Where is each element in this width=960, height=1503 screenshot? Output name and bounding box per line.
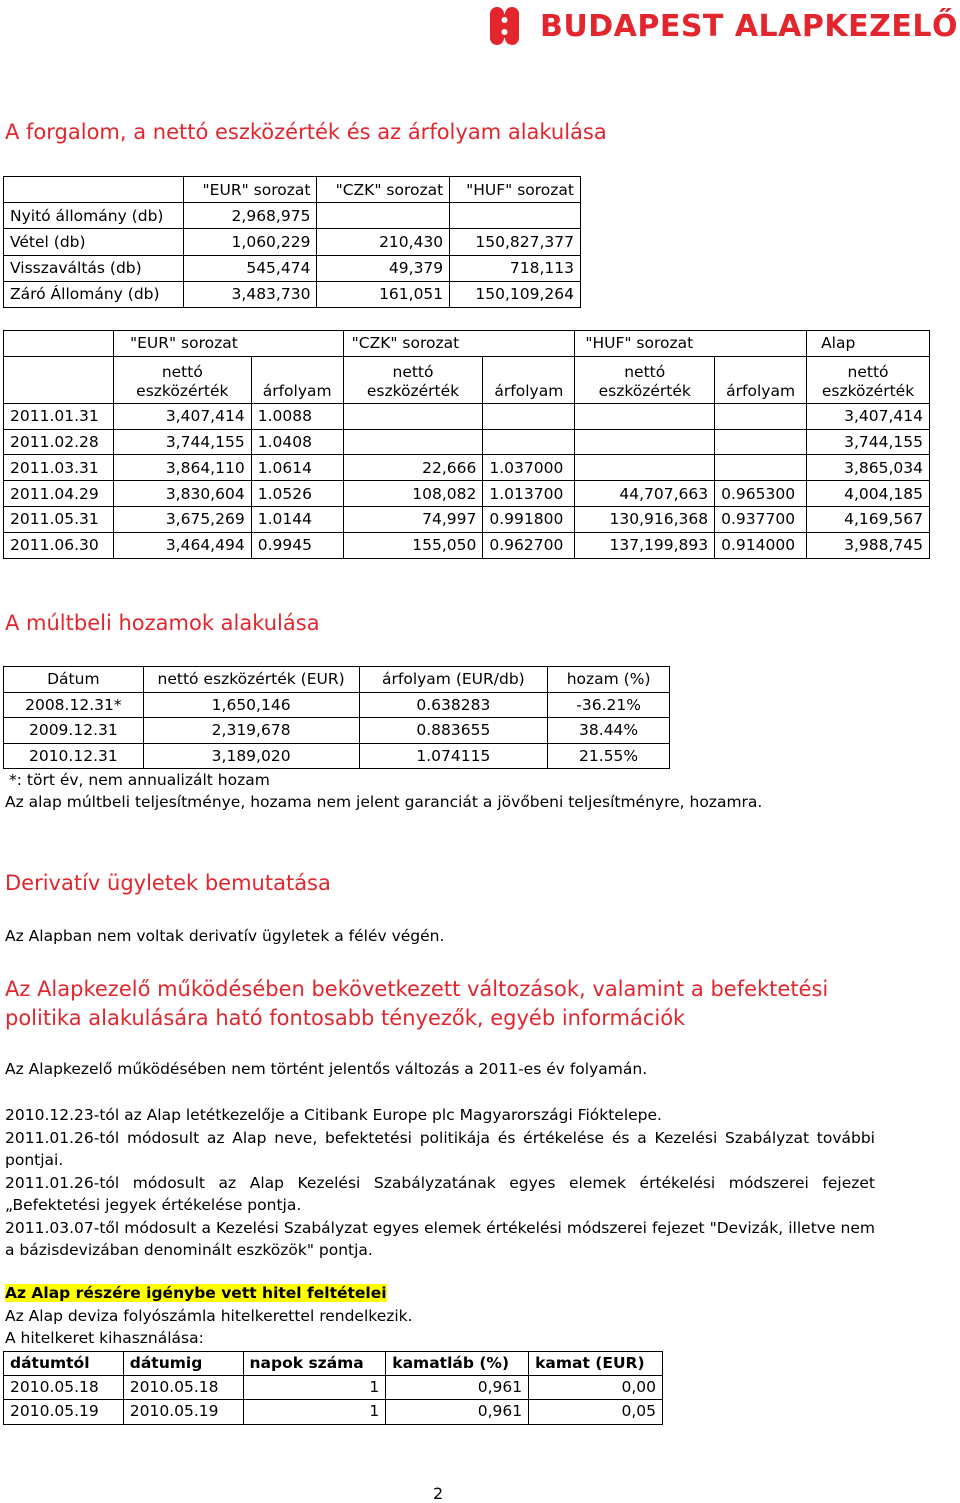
table-cell: 1: [243, 1376, 386, 1400]
table-cell: 2011.03.31: [4, 455, 114, 481]
table-cell: 545,474: [183, 255, 317, 281]
table-row: [4, 455, 930, 481]
table-cell: 3,675,269: [113, 506, 251, 532]
table-cell: 0.638283: [359, 692, 548, 718]
budapest-logo-icon: [486, 6, 532, 46]
table-cell: 3,483,730: [183, 281, 317, 307]
table-cell: 49,379: [317, 255, 450, 281]
table-header-row: [4, 331, 930, 357]
table-cell: 1,650,146: [143, 692, 359, 718]
table-cell: 1: [243, 1400, 386, 1424]
table-cell: 1.0408: [251, 429, 343, 455]
table-cell: 2010.05.18: [4, 1376, 124, 1400]
table-cell: [317, 203, 450, 229]
table-cell: 150,109,264: [450, 281, 581, 307]
table-cell: 161,051: [317, 281, 450, 307]
table-cell: 3,988,745: [807, 532, 930, 558]
table-row: [4, 229, 581, 255]
table-header: napok száma: [243, 1352, 386, 1376]
table-cell: 0.883655: [359, 718, 548, 744]
table-cell: 1.0614: [251, 455, 343, 481]
table-cell: 2010.05.19: [4, 1400, 124, 1424]
table-cell: Nyitó állomány (db): [4, 203, 184, 229]
credit-table: [3, 1351, 663, 1425]
table-cell: -36.21%: [548, 692, 670, 718]
table-cell: 718,113: [450, 255, 581, 281]
table-cell: [715, 455, 807, 481]
table-row: [4, 429, 930, 455]
table-cell: 3,189,020: [143, 743, 359, 769]
table-cell: [575, 403, 715, 429]
table-cell: 0.991800: [483, 506, 575, 532]
list-item: 2011.01.26-tól módosult az Alap Kezelési Szabályzatának egyes elemek értékelési módszerei fejezet „Befektetési jegyek értékelése pontja.: [5, 1173, 875, 1214]
section-title-line: Az Alapkezelő működésében bekövetkezett változások, valamint a befektetési: [5, 977, 829, 1001]
table-cell: 137,199,893: [575, 532, 715, 558]
table-cell: [343, 429, 483, 455]
table-cell: 2010.05.19: [123, 1400, 243, 1424]
table-cell: 3,864,110: [113, 455, 251, 481]
table-cell: [4, 356, 114, 403]
table-cell: [4, 177, 184, 203]
table-header: árfolyam: [715, 356, 807, 403]
table-cell: 108,082: [343, 481, 483, 507]
table-header: nettó eszközérték: [575, 356, 715, 403]
flow-table: [3, 176, 581, 308]
table-cell: 2011.06.30: [4, 532, 114, 558]
table-cell: 22,666: [343, 455, 483, 481]
table-cell: 3,407,414: [113, 403, 251, 429]
returns-disclaimer: Az alap múltbeli teljesítménye, hozama nem jelent garanciát a jövőbeni teljesítményre, hozamra.: [5, 793, 763, 811]
table-cell: [343, 403, 483, 429]
table-cell: 2011.04.29: [4, 481, 114, 507]
table-cell: 1.037000: [483, 455, 575, 481]
table-cell: 3,865,034: [807, 455, 930, 481]
table-row: [4, 506, 930, 532]
table-cell: Visszaváltás (db): [4, 255, 184, 281]
brand-logo: [486, 6, 958, 46]
table-cell: 2,319,678: [143, 718, 359, 744]
table-cell: 2009.12.31: [4, 718, 144, 744]
table-cell: [715, 429, 807, 455]
table-header: "CZK" sorozat: [317, 177, 450, 203]
table-header: dátumig: [123, 1352, 243, 1376]
table-cell: [450, 203, 581, 229]
table-cell: 74,997: [343, 506, 483, 532]
list-item: 2011.03.07-től módosult a Kezelési Szabályzat egyes elemek értékelési módszerei fejezet "Devizák, illetve nem a bázisdevizában denominált eszközök" pontja.: [5, 1218, 875, 1259]
table-cell: 1.0526: [251, 481, 343, 507]
table-cell: 2011.01.31: [4, 403, 114, 429]
table-cell: 155,050: [343, 532, 483, 558]
section-title-derivatives: Derivatív ügyletek bemutatása: [5, 871, 331, 895]
table-cell: 0.965300: [715, 481, 807, 507]
table-header: "HUF" sorozat: [575, 331, 807, 357]
table-cell: 0.9945: [251, 532, 343, 558]
table-subheader-row: [4, 356, 930, 403]
table-cell: 4,169,567: [807, 506, 930, 532]
table-cell: 0,961: [386, 1376, 529, 1400]
nav-table: [3, 330, 930, 559]
list-item: 2010.12.23-tól az Alap letétkezelője a Citibank Europe plc Magyarországi Fióktelepe.: [5, 1106, 662, 1124]
table-header-row: [4, 1352, 663, 1376]
table-cell: 2011.05.31: [4, 506, 114, 532]
table-cell: 1.0088: [251, 403, 343, 429]
brand-name: BUDAPEST ALAPKEZELŐ: [540, 8, 958, 44]
table-cell: [575, 429, 715, 455]
list-item: 2011.01.26-tól módosult az Alap neve, befektetési politikája és értékelése és a Kezelési Szabályzat további pontjai.: [5, 1128, 875, 1169]
table-row: [4, 718, 670, 744]
table-cell: [575, 455, 715, 481]
table-cell: 210,430: [317, 229, 450, 255]
credit-title-highlight: Az Alap részére igénybe vett hitel feltételei: [5, 1284, 387, 1302]
table-cell: [715, 403, 807, 429]
section-title-turnover: A forgalom, a nettó eszközérték és az árfolyam alakulása: [5, 120, 607, 144]
table-header: Dátum: [4, 667, 144, 693]
table-cell: 3,744,155: [807, 429, 930, 455]
table-row: [4, 281, 581, 307]
section-title-changes: [5, 975, 905, 1033]
table-cell: 0.937700: [715, 506, 807, 532]
table-header: nettó eszközérték: [343, 356, 483, 403]
table-header: árfolyam: [483, 356, 575, 403]
returns-table: [3, 666, 670, 769]
section-title-line: politika alakulására ható fontosabb tényezők, egyéb információk: [5, 1006, 686, 1030]
table-cell: 0,00: [529, 1376, 663, 1400]
table-cell: 1.074115: [359, 743, 548, 769]
table-cell: 3,464,494: [113, 532, 251, 558]
table-cell: 3,407,414: [807, 403, 930, 429]
table-header: nettó eszközérték: [113, 356, 251, 403]
table-header: "EUR" sorozat: [113, 331, 343, 357]
credit-line: Az Alap deviza folyószámla hitelkerettel rendelkezik.: [5, 1307, 413, 1325]
table-header: "EUR" sorozat: [183, 177, 317, 203]
table-cell: 2010.05.18: [123, 1376, 243, 1400]
table-header: árfolyam: [251, 356, 343, 403]
table-header: "HUF" sorozat: [450, 177, 581, 203]
table-cell: 3,744,155: [113, 429, 251, 455]
table-cell: 0,961: [386, 1400, 529, 1424]
credit-usage-label: A hitelkeret kihasználása:: [5, 1329, 204, 1347]
table-row: [4, 1376, 663, 1400]
table-header: dátumtól: [4, 1352, 124, 1376]
table-cell: Záró Állomány (db): [4, 281, 184, 307]
table-cell: 150,827,377: [450, 229, 581, 255]
table-cell: Vétel (db): [4, 229, 184, 255]
table-row: [4, 403, 930, 429]
page-number: 2: [433, 1484, 444, 1503]
table-header: hozam (%): [548, 667, 670, 693]
table-cell: 21.55%: [548, 743, 670, 769]
table-cell: 44,707,663: [575, 481, 715, 507]
table-header: kamatláb (%): [386, 1352, 529, 1376]
table-row: [4, 203, 581, 229]
table-row: [4, 1400, 663, 1424]
table-header: nettó eszközérték: [807, 356, 930, 403]
table-row: [4, 692, 670, 718]
table-cell: [483, 429, 575, 455]
table-header-row: [4, 667, 670, 693]
changes-list: [5, 1104, 875, 1262]
credit-section-title: [5, 1284, 387, 1302]
table-cell: 2011.02.28: [4, 429, 114, 455]
table-cell: 38.44%: [548, 718, 670, 744]
returns-footnote: *: tört év, nem annualizált hozam: [9, 771, 270, 789]
table-cell: 1,060,229: [183, 229, 317, 255]
table-header: Alap: [807, 331, 930, 357]
table-cell: 1.0144: [251, 506, 343, 532]
table-header: kamat (EUR): [529, 1352, 663, 1376]
table-cell: 0.962700: [483, 532, 575, 558]
table-row: [4, 481, 930, 507]
table-header: nettó eszközérték (EUR): [143, 667, 359, 693]
section-title-returns: A múltbeli hozamok alakulása: [5, 611, 320, 635]
table-row: [4, 255, 581, 281]
table-cell: 3,830,604: [113, 481, 251, 507]
table-row: [4, 532, 930, 558]
table-cell: 0,05: [529, 1400, 663, 1424]
table-cell: 0.914000: [715, 532, 807, 558]
table-header: árfolyam (EUR/db): [359, 667, 548, 693]
table-cell: 130,916,368: [575, 506, 715, 532]
table-header: "CZK" sorozat: [343, 331, 575, 357]
table-cell: [4, 331, 114, 357]
table-cell: 2,968,975: [183, 203, 317, 229]
table-cell: [483, 403, 575, 429]
table-cell: 1.013700: [483, 481, 575, 507]
changes-intro: Az Alapkezelő működésében nem történt jelentős változás a 2011-es év folyamán.: [5, 1060, 648, 1078]
table-cell: 4,004,185: [807, 481, 930, 507]
table-cell: 2010.12.31: [4, 743, 144, 769]
table-cell: 2008.12.31*: [4, 692, 144, 718]
table-row: [4, 743, 670, 769]
derivatives-text: Az Alapban nem voltak derivatív ügyletek a félév végén.: [5, 927, 445, 945]
table-header-row: [4, 177, 581, 203]
